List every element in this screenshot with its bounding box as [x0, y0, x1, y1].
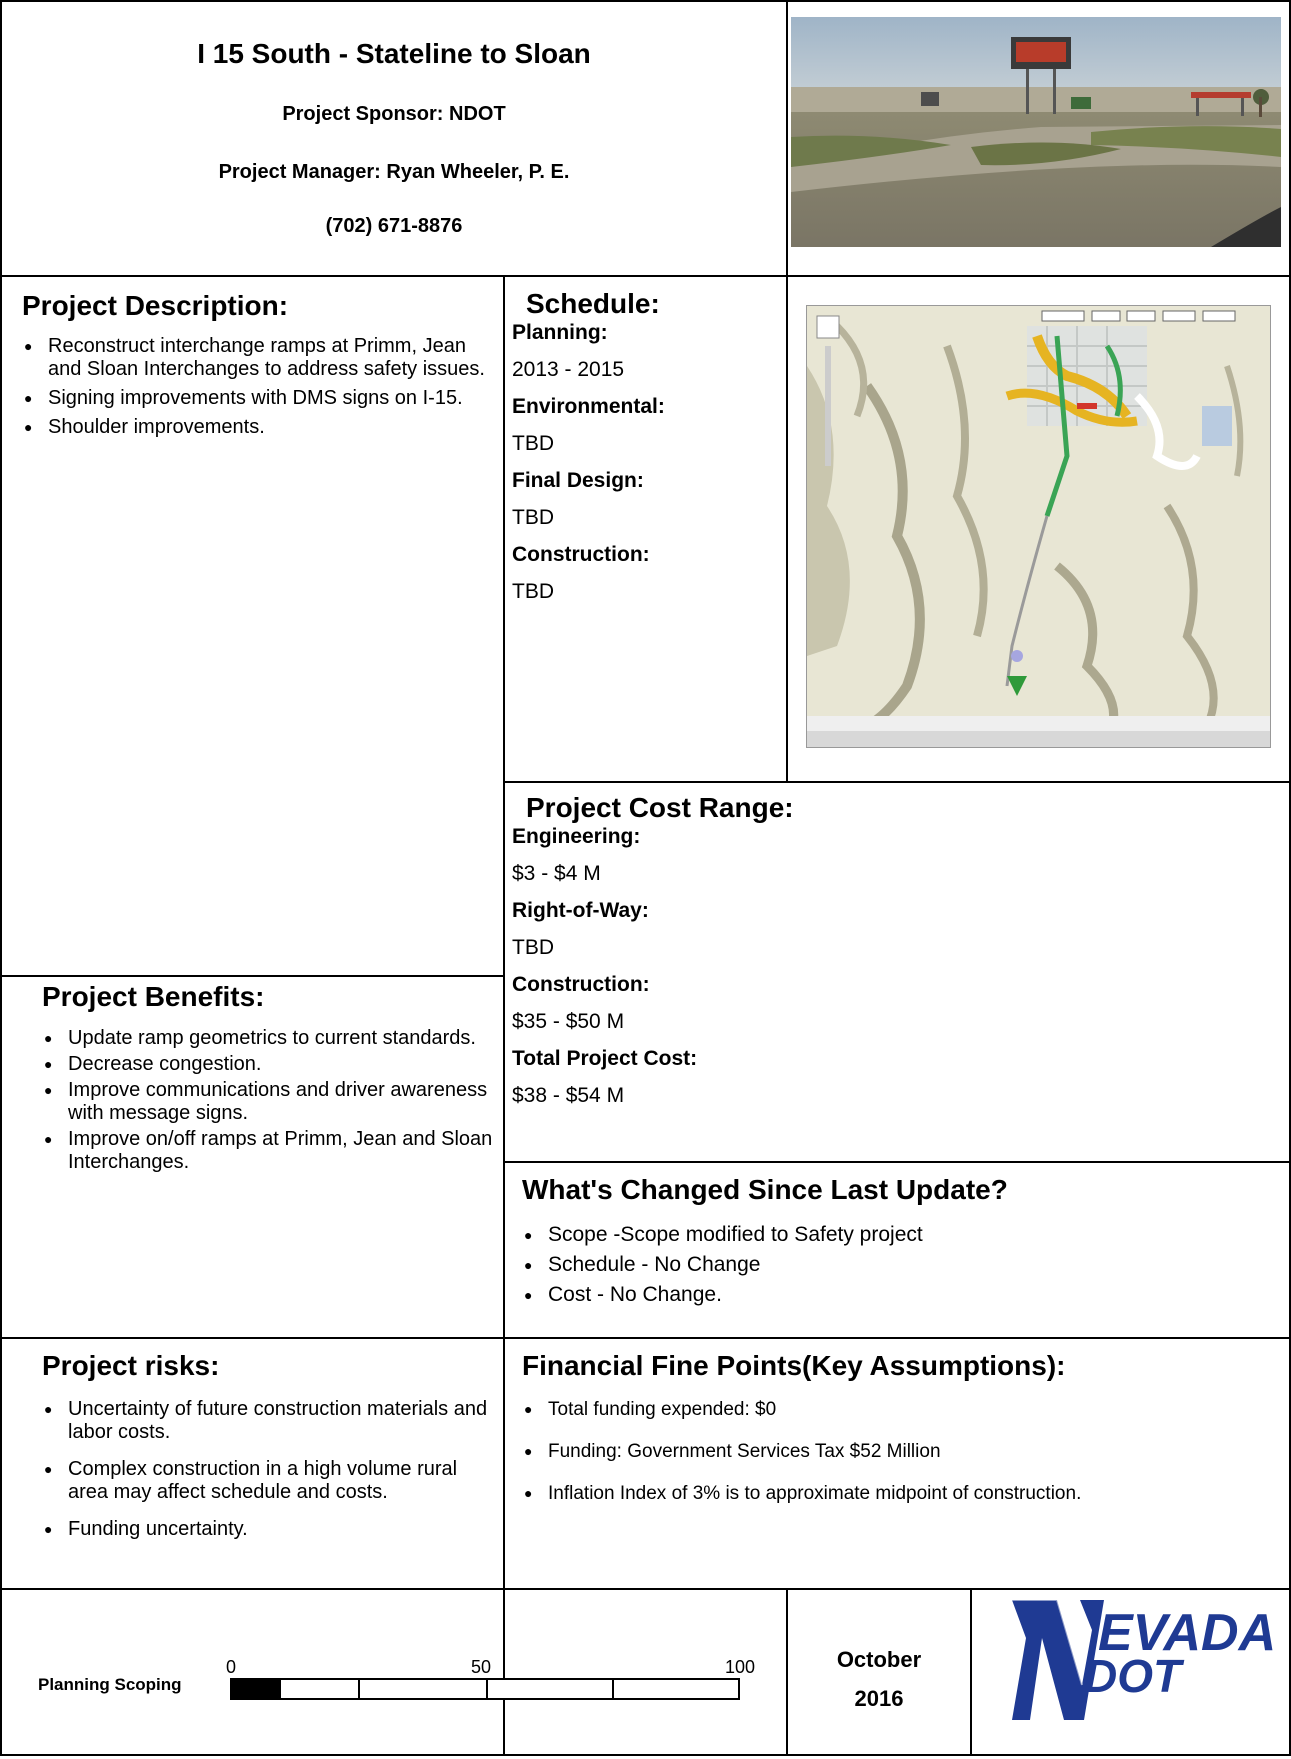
list-item: ● Scope -Scope modified to Safety project	[522, 1220, 1291, 1250]
financial-section	[505, 1339, 1291, 1588]
list-item: ● Funding uncertainty.	[42, 1518, 493, 1541]
project-description-section	[2, 277, 503, 975]
cost-section	[505, 783, 1291, 1161]
changes-list	[522, 1220, 1291, 1310]
cost-heading: Project Cost Range:	[526, 792, 794, 823]
schedule-section	[505, 277, 786, 781]
project-benefits-section	[2, 977, 503, 1337]
cost-construction-label: Construction:	[512, 972, 650, 996]
list-item: ● Cost - No Change.	[522, 1280, 1291, 1310]
phase-progress-bar	[230, 1678, 740, 1700]
list-item: ● Inflation Index of 3% is to approximate midpoint of construction.	[522, 1482, 1291, 1505]
scale-tick-100: 100	[725, 1657, 756, 1677]
cost-engineering-label: Engineering:	[512, 824, 641, 848]
cost-construction-value: $35 - $50 M	[512, 1009, 625, 1033]
project-manager: Project Manager: Ryan Wheeler, P. E.	[218, 161, 570, 183]
nevada-dot-logo	[972, 1590, 1289, 1754]
list-item: ● Uncertainty of future construction materials and labor costs.	[42, 1398, 493, 1444]
phase-label: Planning Scoping	[38, 1675, 182, 1694]
phase-progress-block	[2, 1590, 786, 1754]
list-item: ● Total funding expended: $0	[522, 1398, 1291, 1421]
cost-right-of-way-value: TBD	[512, 935, 554, 959]
schedule-environmental-value: TBD	[512, 431, 554, 455]
changes-heading: What's Changed Since Last Update?	[522, 1174, 1008, 1205]
list-item: ● Schedule - No Change	[522, 1250, 1291, 1280]
list-item: ● Update ramp geometrics to current standards.	[42, 1027, 493, 1050]
schedule-planning-value: 2013 - 2015	[512, 357, 625, 381]
list-item: ● Complex construction in a high volume rural area may affect schedule and costs.	[42, 1458, 493, 1504]
scale-tick-50: 50	[471, 1657, 492, 1677]
phase-progress-fill	[230, 1678, 281, 1700]
financial-heading: Financial Fine Points(Key Assumptions):	[522, 1350, 1066, 1381]
project-map-image	[807, 306, 1270, 747]
list-item: ● Improve communications and driver awareness with message signs.	[42, 1079, 493, 1125]
phase-seg-2	[358, 1678, 488, 1700]
changes-section	[505, 1163, 1291, 1337]
project-risks-heading: Project risks:	[42, 1350, 220, 1381]
project-benefits-list	[42, 1027, 493, 1174]
page-title: I 15 South - Stateline to Sloan	[197, 38, 591, 69]
schedule-environmental-label: Environmental:	[512, 394, 665, 418]
list-item: ● Signing improvements with DMS signs on I-15.	[22, 387, 493, 410]
project-sponsor: Project Sponsor: NDOT	[282, 103, 506, 125]
report-date-month: October	[836, 1647, 922, 1672]
list-item: ● Improve on/off ramps at Primm, Jean and Sloan Interchanges.	[42, 1128, 493, 1174]
project-risks-list	[42, 1398, 493, 1541]
report-date-year: 2016	[854, 1686, 904, 1711]
scale-tick-0: 0	[226, 1657, 237, 1677]
cost-total-value: $38 - $54 M	[512, 1083, 625, 1107]
cost-engineering-value: $3 - $4 M	[512, 861, 601, 885]
project-description-heading: Project Description:	[22, 290, 289, 321]
logo-word-bottom: DOT	[1084, 1650, 1182, 1702]
project-risks-section	[2, 1339, 503, 1588]
contact-phone: (702) 671-8876	[325, 215, 463, 237]
schedule-final-design-label: Final Design:	[512, 468, 644, 492]
project-description-list	[22, 335, 493, 439]
list-item: ● Funding: Government Services Tax $52 Million	[522, 1440, 1291, 1463]
schedule-planning-label: Planning:	[512, 320, 608, 344]
schedule-heading: Schedule:	[526, 288, 660, 319]
list-item: ● Reconstruct interchange ramps at Primm, Jean and Sloan Interchanges to address safety issues.	[22, 335, 493, 381]
schedule-final-design-value: TBD	[512, 505, 554, 529]
list-item: ● Decrease congestion.	[42, 1053, 493, 1076]
header-block	[2, 2, 786, 275]
logo-word-top: EVADA	[1098, 1604, 1277, 1662]
phase-seg-3	[486, 1678, 614, 1700]
nevada-dot-logo-mark	[972, 1590, 1289, 1754]
phase-seg-4	[612, 1678, 740, 1700]
schedule-construction-label: Construction:	[512, 542, 650, 566]
highway-photo-image	[791, 17, 1281, 247]
project-benefits-heading: Project Benefits:	[42, 981, 265, 1012]
report-date	[788, 1590, 970, 1754]
divider-col-right-top	[786, 0, 788, 782]
cost-right-of-way-label: Right-of-Way:	[512, 898, 649, 922]
highway-photo	[791, 17, 1281, 247]
schedule-construction-value: TBD	[512, 579, 554, 603]
project-map	[806, 305, 1271, 748]
list-item: ● Shoulder improvements.	[22, 416, 493, 439]
cost-total-label: Total Project Cost:	[512, 1046, 698, 1070]
financial-list	[522, 1398, 1291, 1505]
